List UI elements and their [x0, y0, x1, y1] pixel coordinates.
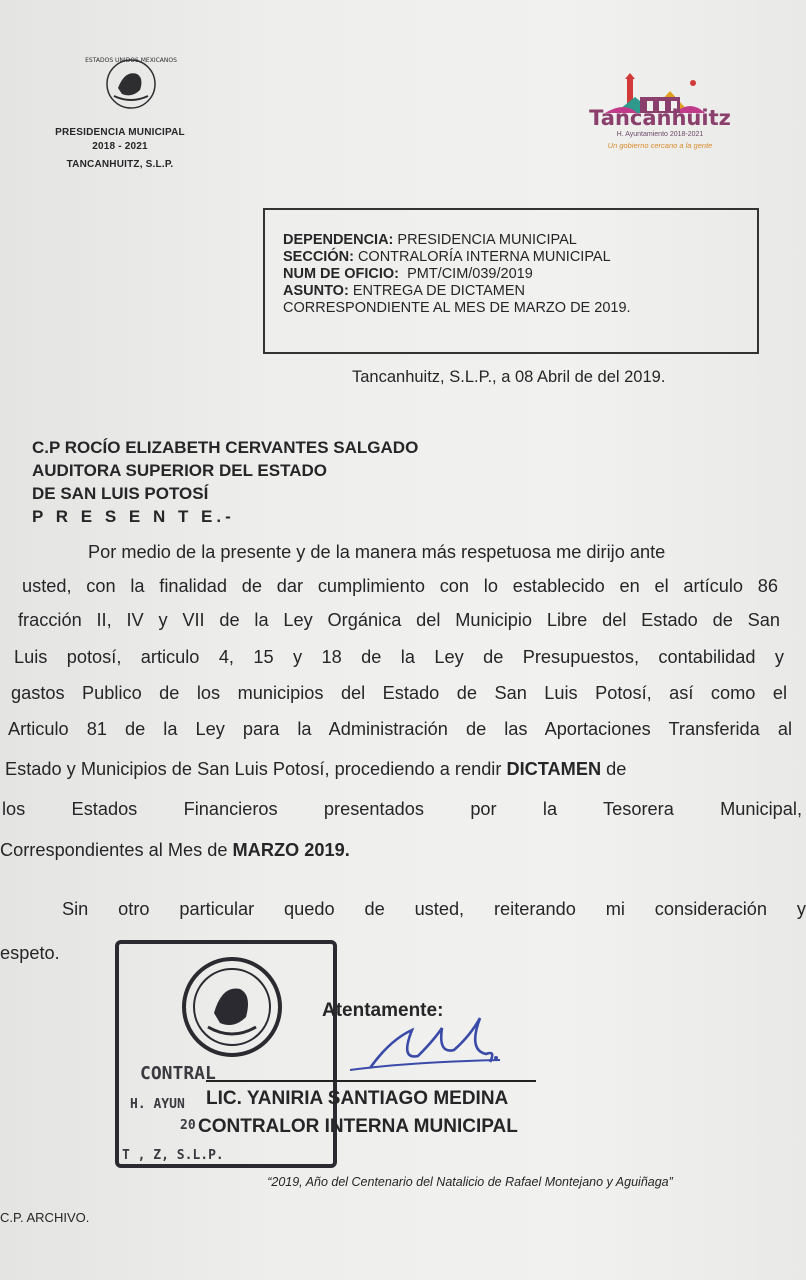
ref-asunto-cont: CORRESPONDIENTE AL MES DE MARZO DE 2019.	[283, 300, 631, 316]
presente-line: P R E S E N T E.-	[32, 507, 235, 526]
body-line-6: Articulo 81 de la Ley para la Administración de las Aportaciones Transferida al	[8, 719, 792, 739]
logo-name: Tancanhuitz	[589, 106, 731, 130]
footer-motto: “2019, Año del Centenario del Natalicio de Rafael Montejano y Aguiñaga”	[267, 1175, 673, 1189]
body-line-7: Estado y Municipios de San Luis Potosí, procediendo a rendir DICTAMEN de	[5, 759, 627, 779]
logo-tagline: Un gobierno cercano a la gente	[607, 141, 713, 150]
stamp-text-2: H. AYUN	[130, 1097, 185, 1112]
attn-label: Atentamente:	[322, 1000, 444, 1021]
closing-line-2: espeto.	[0, 943, 60, 963]
body-line-9: Correspondientes al Mes de MARZO 2019.	[0, 840, 350, 860]
marzo-emphasis: MARZO 2019.	[232, 840, 350, 860]
org-name: PRESIDENCIA MUNICIPAL	[55, 127, 185, 138]
org-city: TANCANHUITZ, S.L.P.	[66, 159, 174, 170]
org-period: 2018 - 2021	[92, 141, 148, 152]
ref-oficio: NUM DE OFICIO: PMT/CIM/039/2019	[283, 266, 533, 282]
handwritten-signature	[330, 1010, 530, 1090]
svg-text:ESTADOS UNIDOS MEXICANOS: ESTADOS UNIDOS MEXICANOS	[85, 57, 177, 64]
stamp-text-3: 20	[180, 1118, 196, 1133]
copy-archive: C.P. ARCHIVO.	[0, 1210, 90, 1225]
dictamen-emphasis: DICTAMEN	[506, 759, 602, 779]
date-line: Tancanhuitz, S.L.P., a 08 Abril de del 2019.	[352, 368, 666, 386]
stamp-seal-icon	[180, 955, 284, 1059]
signer-title: CONTRALOR INTERNA MUNICIPAL	[198, 1116, 518, 1137]
ref-asunto: ASUNTO: ENTREGA DE DICTAMEN	[283, 283, 525, 299]
body-line-1: Por medio de la presente y de la manera más respetuosa me dirijo ante	[88, 542, 666, 562]
stamp-text-1: CONTRAL	[140, 1063, 216, 1084]
ref-seccion: SECCIÓN: CONTRALORÍA INTERNA MUNICIPAL	[283, 249, 611, 265]
body-line-8: los Estados Financieros presentados por la Tesorera Municipal,	[2, 799, 802, 819]
ref-dependencia: DEPENDENCIA: PRESIDENCIA MUNICIPAL	[283, 232, 577, 248]
addressee-block	[32, 436, 418, 528]
body-line-4: Luis potosí, articulo 4, 15 y 18 de la Ley de Presupuestos, contabilidad y	[14, 647, 784, 667]
addressee-title: AUDITORA SUPERIOR DEL ESTADO	[32, 461, 328, 480]
signer-name: LIC. YANIRIA SANTIAGO MEDINA	[206, 1088, 509, 1109]
reference-box	[263, 208, 759, 354]
org-header	[40, 126, 200, 172]
signature-line	[206, 1080, 536, 1082]
body-line-3: fracción II, IV y VII de la Ley Orgánica del Municipio Libre del Estado de San	[18, 610, 780, 630]
body-line-2: usted, con la finalidad de dar cumplimiento con lo establecido en el artículo 86	[22, 576, 778, 596]
body-line-5: gastos Publico de los municipios del Estado de San Luis Potosí, así como el	[11, 683, 787, 703]
closing-line-1: Sin otro particular quedo de usted, reiterando mi consideración y	[62, 899, 806, 919]
stamp-text-4: T , Z, S.L.P.	[122, 1148, 224, 1163]
addressee-state: DE SAN LUIS POTOSÍ	[32, 484, 209, 503]
addressee-name: C.P ROCÍO ELIZABETH CERVANTES SALGADO	[32, 438, 419, 457]
national-seal-icon	[85, 52, 177, 112]
logo-subtitle: H. Ayuntamiento 2018-2021	[616, 131, 704, 138]
